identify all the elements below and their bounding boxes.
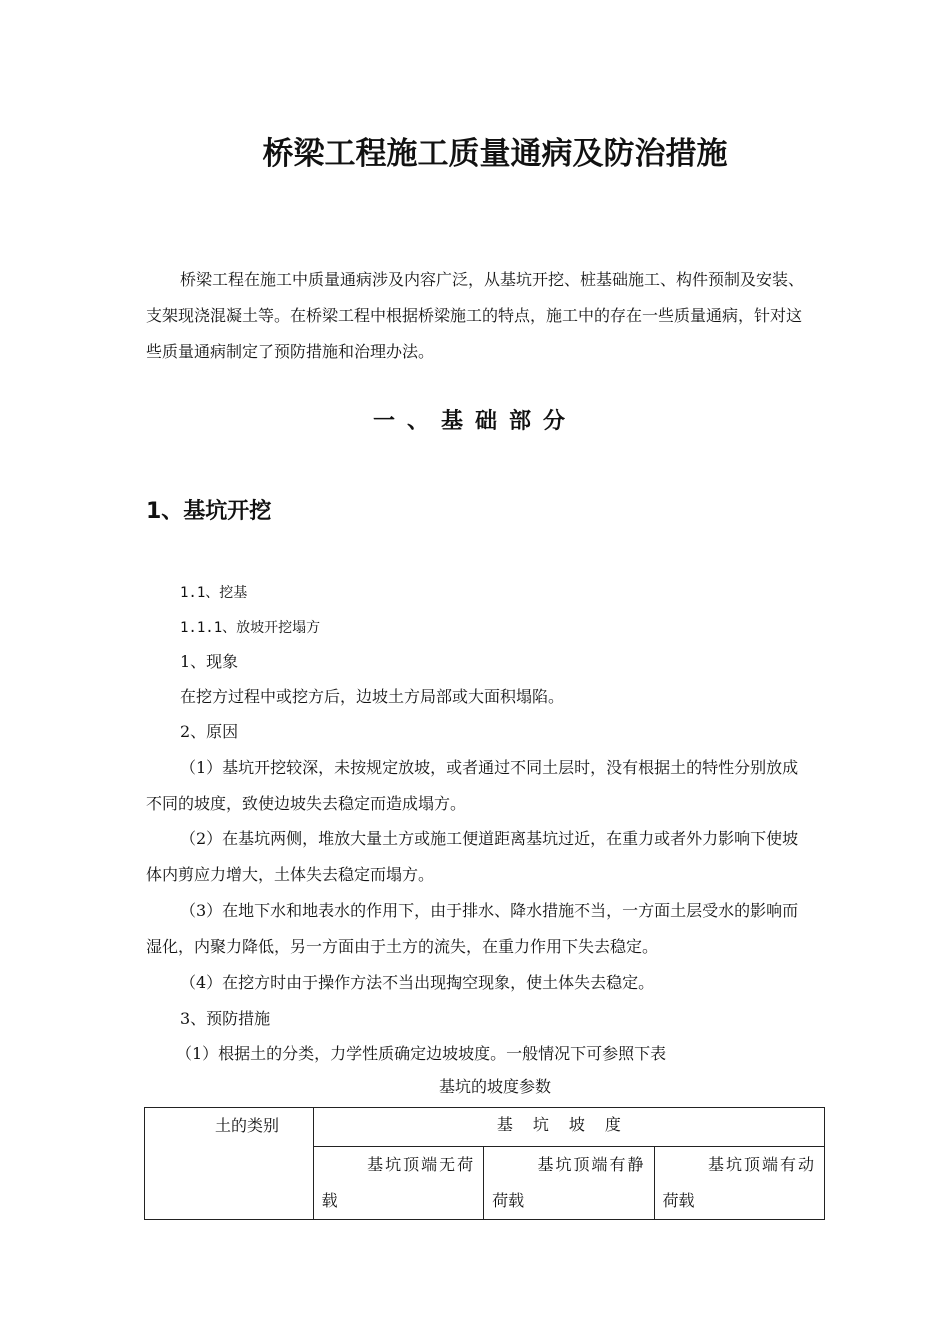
prevention-label: 3、预防措施	[180, 1009, 271, 1028]
cause-4: （4）在挖方时由于操作方法不当出现掏空现象，使土体失去稳定。	[180, 973, 655, 992]
table-subheader-dynamic-load: 基坑顶端有动 荷载	[654, 1147, 824, 1220]
section-title: 一、基础部分	[372, 409, 577, 434]
prevention-1: （1）根据土的分类，力学性质确定边坡坡度。一般情况下可参照下表	[176, 1044, 667, 1063]
document-title: 桥梁工程施工质量通病及防治措施	[262, 136, 728, 172]
phenomenon-label: 1、现象	[180, 652, 239, 671]
heading-1: 1、基坑开挖	[146, 499, 272, 524]
table-subheader-static-load: 基坑顶端有静 荷载	[484, 1147, 654, 1220]
table-caption: 基坑的坡度参数	[438, 1077, 551, 1096]
cause-2: （2）在基坑两侧，堆放大量土方或施工便道距离基坑过近，在重力或者外力影响下使坡体内剪应力增大，土体失去稳定而塌方。	[146, 829, 799, 884]
table-header-slope: 基坑坡度	[313, 1108, 824, 1147]
intro-paragraph: 桥梁工程在施工中质量通病涉及内容广泛，从基坑开挖、桩基础施工、构件预制及安装、支架现浇混凝土等。在桥梁工程中根据桥梁施工的特点，施工中的存在一些质量通病，针对这些质量通病制定了预防措施和治理办法。	[146, 270, 805, 361]
cause-1: （1）基坑开挖较深，未按规定放坡，或者通过不同土层时，没有根据土的特性分别放成不同的坡度，致使边坡失去稳定而造成塌方。	[146, 758, 799, 813]
cause-3: （3）在地下水和地表水的作用下，由于排水、降水措施不当，一方面土层受水的影响而湿化，内聚力降低，另一方面由于土方的流失，在重力作用下失去稳定。	[146, 901, 799, 956]
cause-label: 2、原因	[180, 722, 239, 741]
table-subheader-no-load: 基坑顶端无荷 载	[313, 1147, 483, 1220]
slope-table	[144, 1107, 825, 1220]
phenomenon-text: 在挖方过程中或挖方后，边坡土方局部或大面积塌陷。	[180, 687, 565, 706]
table-header-soil-type: 土的类别	[145, 1108, 314, 1220]
item-1-1: 1.1、挖基	[180, 585, 248, 601]
item-1-1-1: 1.1.1、放坡开挖塌方	[180, 620, 321, 636]
